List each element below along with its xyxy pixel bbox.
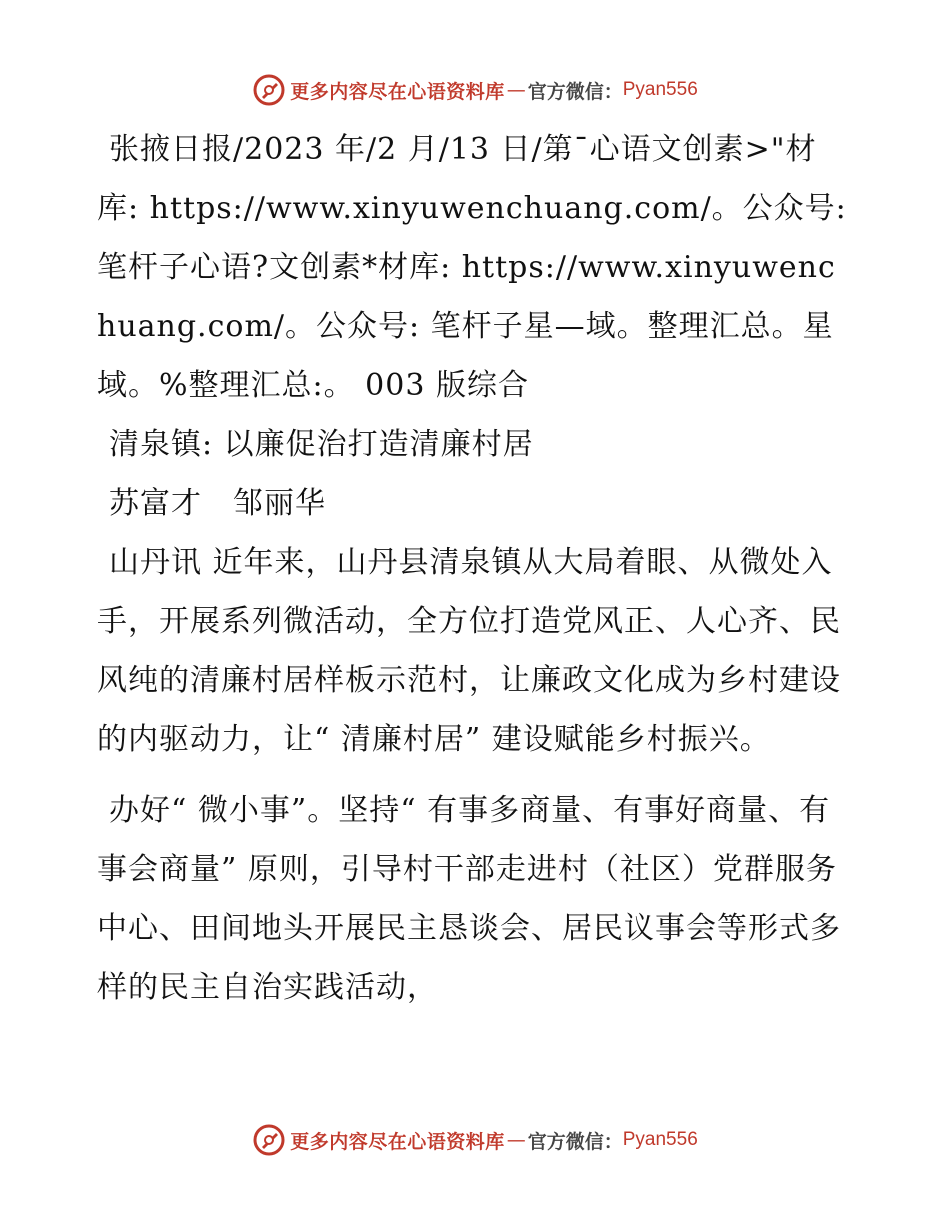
article-title: 清泉镇: 以廉促治打造清廉村居 xyxy=(109,427,534,462)
banner-wechat-id: Pyan556 xyxy=(622,1129,698,1150)
article-body xyxy=(97,120,852,1017)
banner-text: 更多内容尽在心语资料库 xyxy=(290,80,505,103)
pen-logo-icon xyxy=(252,1123,286,1157)
article-authors: 苏富才 邹丽华 xyxy=(109,486,326,521)
banner-wechat-label: 官方微信： xyxy=(527,80,623,103)
article-header: 张掖日报/2023 年/2 月/13 日/第¯心语文创素>"材库: https://www.xinyuwenchuang.com/。公众号: 笔杆子心语?文创素*材库: https://www.xinyuwenchuang.com/。公众号: 笔杆子星—域。整理汇总。星域。%整理汇总:。 003 版综合 xyxy=(97,132,847,403)
article-paragraph: 办好“ 微小事”。坚持“ 有事多商量、有事好商量、有事会商量” 原则，引导村干部走进村（社区）党群服务中心、田间地头开展民主恳谈会、居民议事会等形式多样的民主自治实践活动， xyxy=(97,793,841,1005)
pen-logo-icon xyxy=(252,73,286,107)
banner-dash: — xyxy=(506,1129,526,1151)
article-paragraph: 山丹讯 近年来，山丹县清泉镇从大局着眼、从微处入手，开展系列微活动，全方位打造党风正、人心齐、民风纯的清廉村居样板示范村，让廉政文化成为乡村建设的内驱动力，让“ 清廉村居” 建设赋能乡村振兴。 xyxy=(97,545,841,757)
banner-dash: — xyxy=(506,79,526,101)
watermark-banner-bottom xyxy=(0,1120,950,1160)
banner-text: 更多内容尽在心语资料库 xyxy=(290,1130,505,1153)
banner-wechat-id: Pyan556 xyxy=(622,79,698,100)
banner-wechat-label: 官方微信： xyxy=(527,1130,623,1153)
watermark-banner-top xyxy=(0,70,950,110)
